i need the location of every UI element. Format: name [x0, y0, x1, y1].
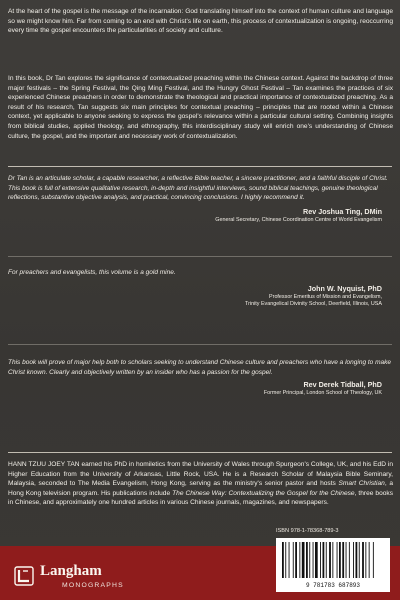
barcode-bar	[362, 542, 364, 578]
barcode-bar	[315, 542, 318, 578]
bio-book-title: The Chinese Way: Contextualizing the Gospel for the Chinese	[172, 489, 355, 497]
endorser-name: Rev Joshua Ting, DMin	[303, 206, 382, 216]
divider-top	[8, 166, 392, 167]
endorsement-divider	[8, 256, 392, 257]
barcode-bar	[323, 542, 325, 578]
endorsement-2	[8, 268, 392, 308]
barcode-bar	[320, 542, 321, 578]
barcode-bar	[313, 542, 314, 578]
barcode-bar	[346, 542, 347, 578]
bio-text-3: , three books in Chinese, and approximately one hundred articles in various Chinese journals, magazines, and newspapers.	[8, 489, 394, 507]
book-description: In this book, Dr Tan explores the significance of contextualized preaching within the Chinese context. Against the backdrop of three major festivals – the Spring Festival, the Qing Ming Festival, and the Hungry Ghost Festival – Tan examines the practices of six experienced Chinese preachers in order to demonstrate the theological and practical importance of contextualized preaching. As a result of his research, Tan suggests six main principles for contextual preaching – principles that are rooted within a Chinese context, yet applicable to anyone seeking to express the gospel's relevance within a particular cultural setting. Combining insights from biblical studies, applied theology, and ethnography, this interdisciplinary study will enrich one's understanding of Chinese culture, the gospel, and the important and necessary work of contextualization.	[8, 75, 393, 140]
endorser-title: General Secretary, Chinese Coordination Centre of World Evangelism	[215, 216, 382, 223]
endorser-name: Rev Derek Tidball, PhD	[303, 380, 382, 390]
barcode-bar	[365, 542, 366, 578]
barcode-bar	[326, 542, 327, 578]
barcode-bars	[282, 542, 384, 578]
publisher-name: Langham	[40, 563, 102, 579]
isbn-label: ISBN 978-1-78368-789-3	[276, 528, 339, 534]
endorsement-signature	[8, 380, 392, 397]
barcode-bar	[342, 542, 344, 578]
barcode-bar	[295, 542, 297, 578]
barcode	[276, 538, 390, 592]
publisher-imprint: MONOGRAPHS	[62, 582, 124, 589]
endorsement-divider	[8, 344, 392, 345]
barcode-bar	[309, 542, 310, 578]
barcode-bar	[339, 542, 341, 578]
endorser-title: Professor Emeritus of Mission and Evangelism,	[269, 293, 382, 300]
barcode-bar	[373, 542, 374, 578]
endorsement-3	[8, 358, 392, 398]
endorsement-quote: For preachers and evangelists, this volume is a gold mine.	[8, 269, 176, 276]
barcode-bar	[282, 542, 284, 578]
endorsement-quote: This book will prove of major help both to scholars seeking to understand Chinese culture and preachers who have a longing to make Christ known. Clearly and objectively written by an insider who has a passion for the gospel.	[8, 359, 391, 376]
barcode-bar	[302, 542, 305, 578]
barcode-bar	[299, 542, 300, 578]
endorsement-signature	[8, 284, 392, 309]
bio-text: HANN TZUU JOEY TAN earned his PhD in homiletics from the University of Wales through Spurgeon's College, UK, and his EdD in Higher Education from the University of Arkansas, Little Rock, USA. He is a Research Scholar of Malaysia Bible Seminary, Malaysia, seconded to The Media Evangelism, Hong Kong, serving as the ministry's senior pastor and hosts	[8, 461, 393, 488]
barcode-bar	[353, 542, 354, 578]
bio-text-2: , a Hong Kong television program. His publications include	[8, 480, 393, 497]
barcode-bar	[329, 542, 331, 578]
barcode-bar	[369, 542, 370, 578]
barcode-bar	[356, 542, 358, 578]
endorsement-signature	[8, 207, 392, 224]
divider-bottom	[8, 452, 392, 453]
barcode-bar	[337, 542, 338, 578]
intro-paragraph: At the heart of the gospel is the message of the incarnation: God translating himself into the context of human culture and language so we might know him. Far from coming to an end with Christ's life on earth, this process of contextualization is ongoing, reoccurring every time the gospel encounters the particularities of society and culture.	[8, 8, 393, 35]
barcode-bar	[293, 542, 294, 578]
endorser-title: Former Principal, London School of Theology, UK	[263, 390, 382, 397]
langham-logo-icon	[14, 566, 34, 586]
endorsement-quote: Dr Tan is an articulate scholar, a capable researcher, a reflective Bible teacher, a sincere practitioner, and a faithful disciple of Christ. This book is full of extensive qualitative research, in-depth and insightful interviews, sound biblical teachings, genuine theological reflections, substantive objective analysis, and practical, convincing conclusions. I highly recommend it.	[8, 175, 388, 202]
barcode-bar	[289, 542, 290, 578]
barcode-bar	[285, 542, 286, 578]
barcode-bar	[332, 542, 333, 578]
barcode-bar	[359, 542, 360, 578]
bio-show-title: Smart Christian	[338, 480, 385, 488]
author-bio	[8, 460, 393, 508]
barcode-bar	[349, 542, 350, 578]
endorser-name: John W. Nyquist, PhD	[307, 283, 382, 293]
barcode-number: 9 781783 687893	[305, 582, 360, 589]
barcode-bar	[306, 542, 308, 578]
endorsement-1	[8, 174, 392, 224]
endorser-institution: Trinity Evangelical Divinity School, Deerfield, Illinois, USA	[244, 301, 382, 307]
